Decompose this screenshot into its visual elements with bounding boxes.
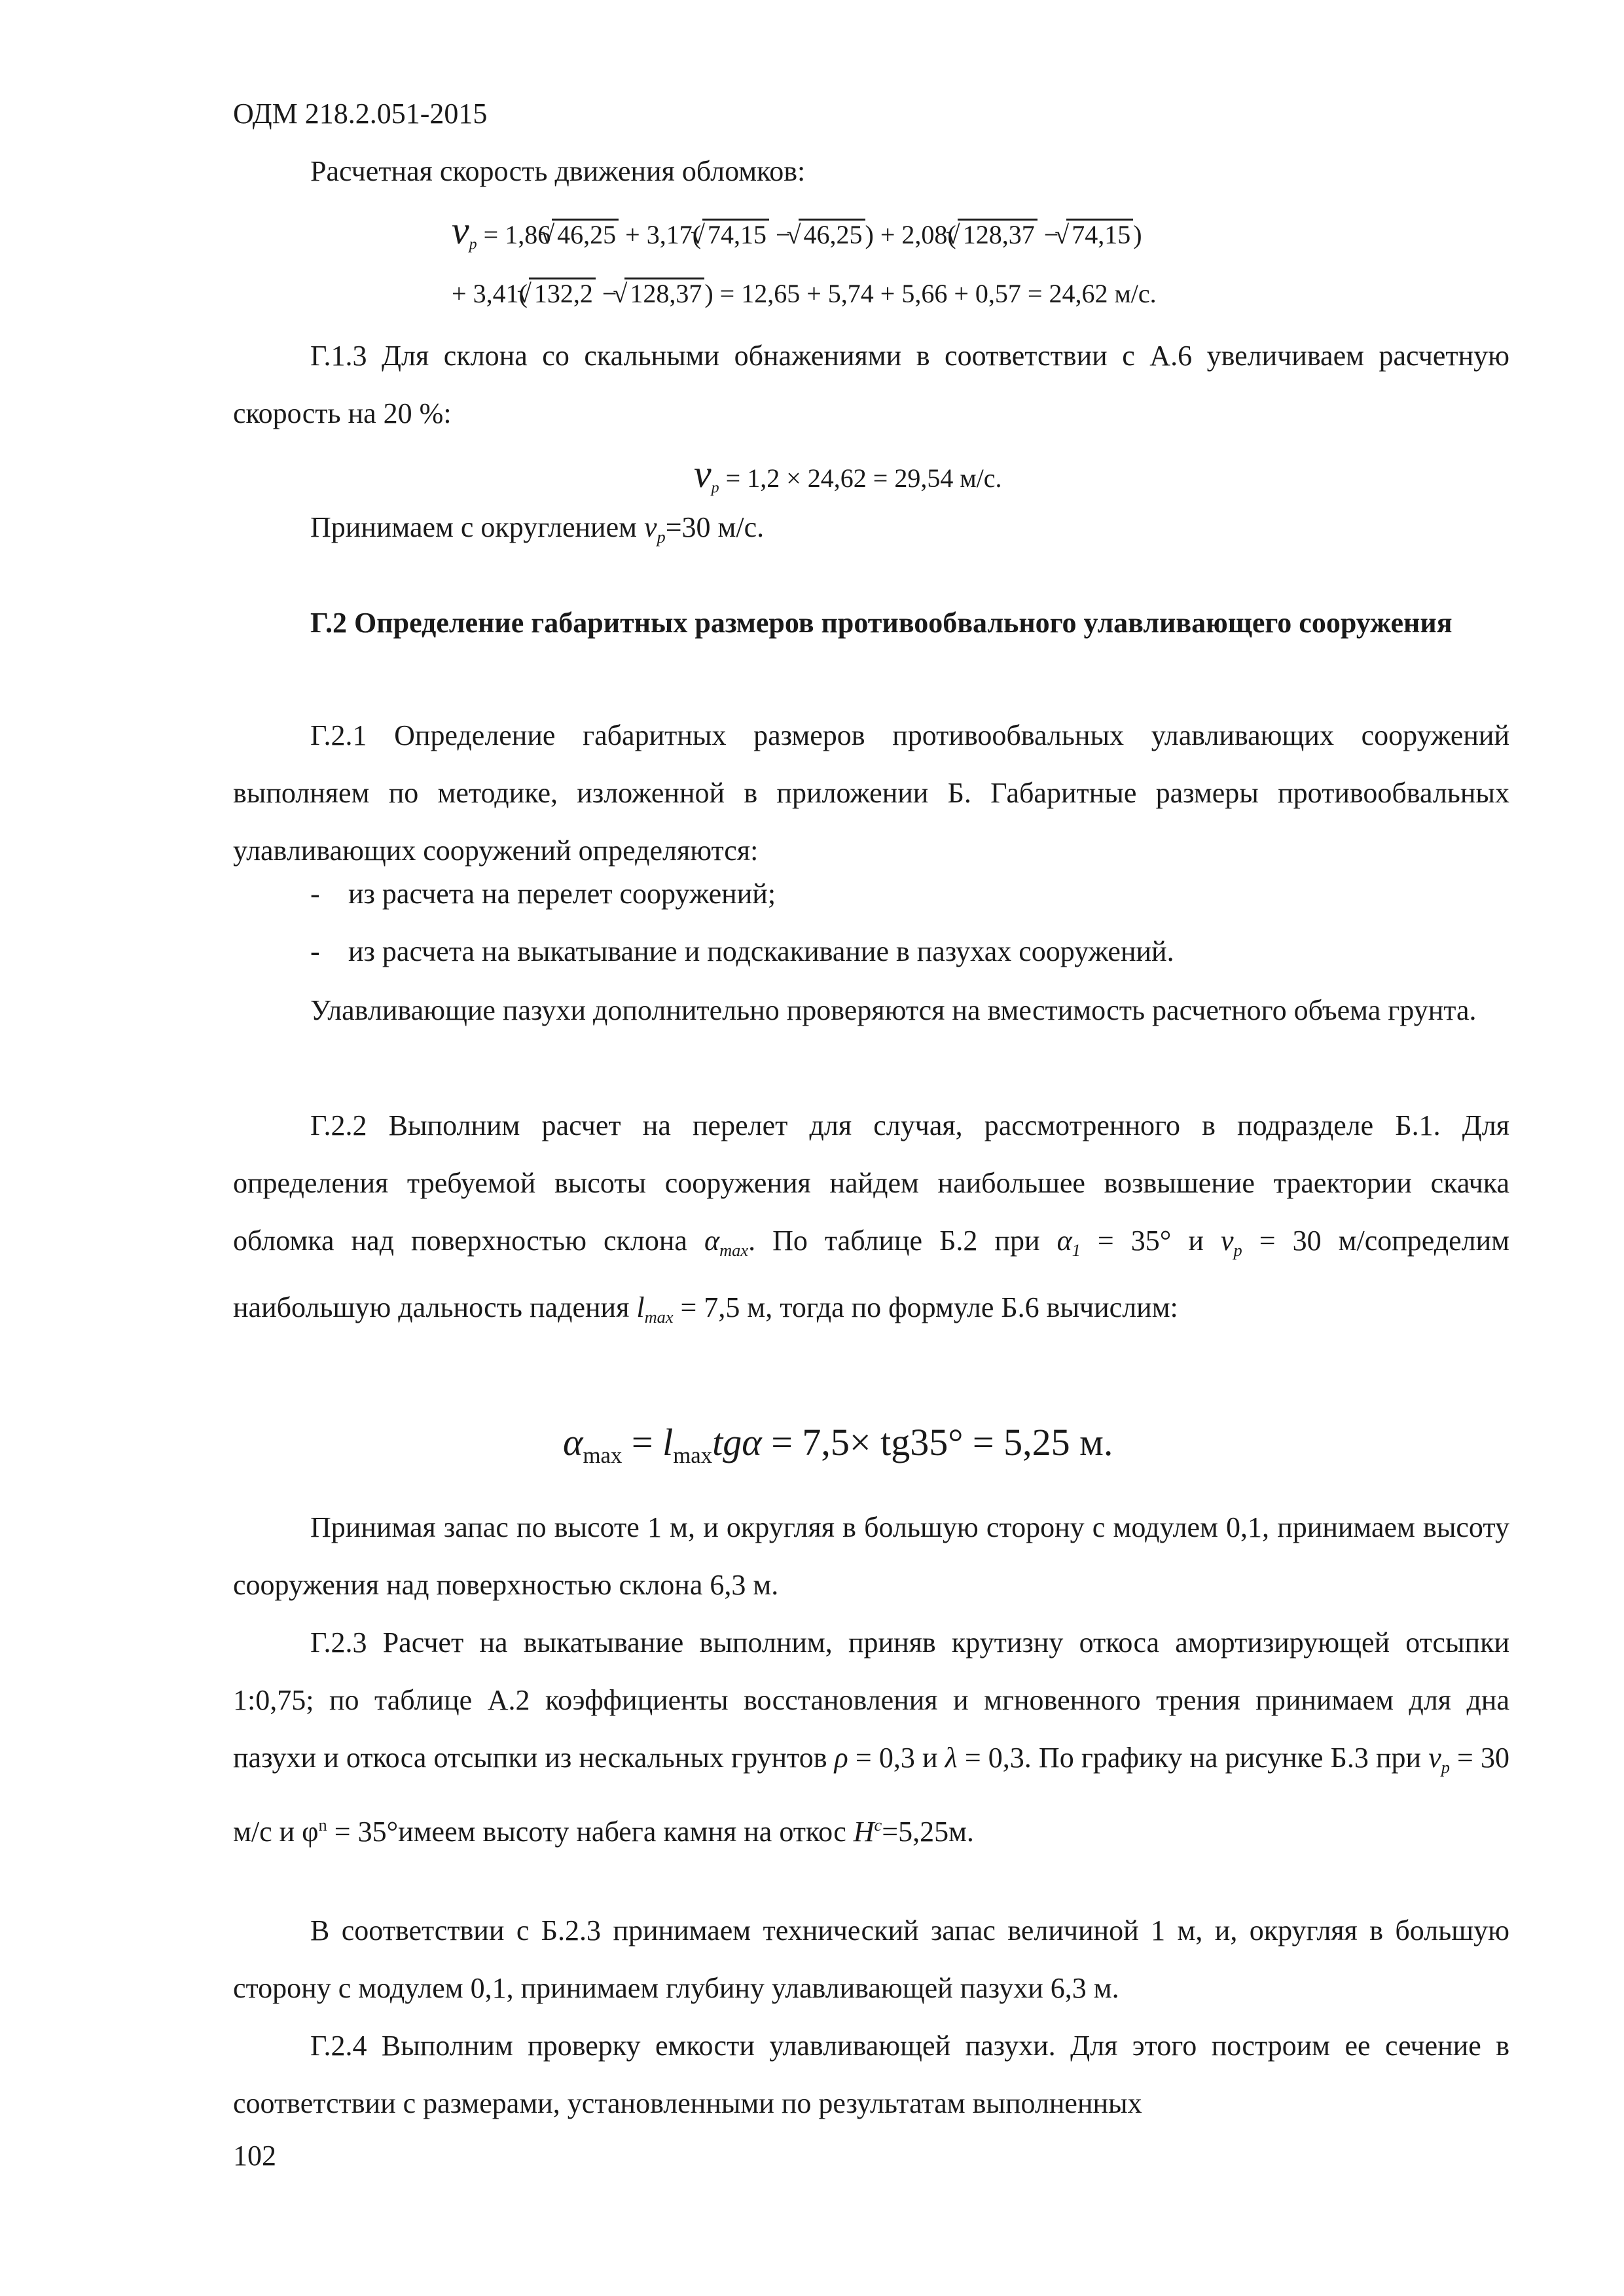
paragraph-g13: Г.1.3 Для склона со скальными обнажениями в соответствии с А.6 увеличиваем расчетную скорость на 20 %: — [233, 340, 1509, 429]
section-heading-g2: Г.2 Определение габаритных размеров противообвального улавливающего сооружения — [310, 607, 1453, 639]
paragraph-pockets: Улавливающие пазухи дополнительно проверяются на вместимость расчетного объема грунта. — [310, 994, 1477, 1026]
paragraph-g22: Г.2.2 Выполним расчет на перелет для случая, рассмотренного в подразделе Б.1. Для определения требуемой высоты сооружения найдем наибольшее возвышение траектории скачка обломка над поверхностью склона $\alpha_{max}$. По таблице Б.2 при $\alpha_1 = 35^\circ$ и $v_p = 30$ м/сопределим наибольшую дальность падения $l_{max} = 7,5$ м, тогда по формуле Б.6 вычислим: — [233, 1109, 1510, 1327]
document-header: ОДМ 218.2.051-2015 — [233, 98, 488, 130]
bullet-item: - из расчета на перелет сооружений; — [310, 878, 776, 910]
paragraph-g23: Г.2.3 Расчет на выкатывание выполним, приняв крутизну откоса амортизирующей отсыпки 1:0,75; по таблице А.2 коэффициенты восстановления и мгновенного трения принимаем для дна пазухи и откоса отсыпки из нескальных грунтов ρ = 0,3 и λ = 0,3. По графику на рисунке Б.3 при $v_p = 30$ м/с и $\varphi^n$ = 35°имеем высоту набега камня на откос $H^c=5,25м$. — [233, 1626, 1510, 1848]
accept-rounded: Принимаем с округлением $v_p=30$ м/с. — [310, 511, 765, 547]
paragraph-tech-reserve: В соответствии с Б.2.3 принимаем технический запас величиной 1 м, и, округляя в большую сторону с модулем 0,1, принимаем глубину улавливающей пазухи 6,3 м. — [233, 1914, 1509, 2004]
bullet-item: - из расчета на выкатывание и подскакивание в пазухах сооружений. — [310, 935, 1174, 967]
page-number: 102 — [233, 2140, 276, 2172]
paragraph-g24: Г.2.4 Выполним проверку емкости улавливающей пазухи. Для этого построим ее сечение в соответствии с размерами, установленными по результатам выполненных — [233, 2030, 1509, 2119]
formula-vp-increased: $\nu_p = 1,2 \times 24,62 = 29,54$ м/с. — [694, 452, 1002, 497]
formula-alpha-max: $\alpha_{max} = l_{max}tg\alpha = 7,5\times tg35^\circ = 5,25$ м. — [563, 1421, 1113, 1469]
formula-vp-line2: + 3,41(√ 132,2 − √ 128,37 ) = 12,65 + 5,74 + 5,66 + 0,57 = 24,62 м/с. — [452, 278, 1157, 309]
paragraph-height: Принимая запас по высоте 1 м, и округляя в большую сторону с модулем 0,1, принимаем высоту сооружения над поверхностью склона 6,3 м. — [233, 1511, 1509, 1601]
intro-text: Расчетная скорость движения обломков: — [310, 155, 806, 187]
paragraph-g21: Г.2.1 Определение габаритных размеров противообвальных улавливающих сооружений выполняем по методике, изложенной в приложении Б. Габаритные размеры противообвальных улавливающих сооружений определяются: — [233, 719, 1509, 867]
formula-vp-line1: $\nu_p = 1,86√$ 46,25 + 3,17(√ 74,15 − √ 46,25 ) + 2,08(√ 128,37 − √ 74,15 ) — [452, 208, 1142, 253]
